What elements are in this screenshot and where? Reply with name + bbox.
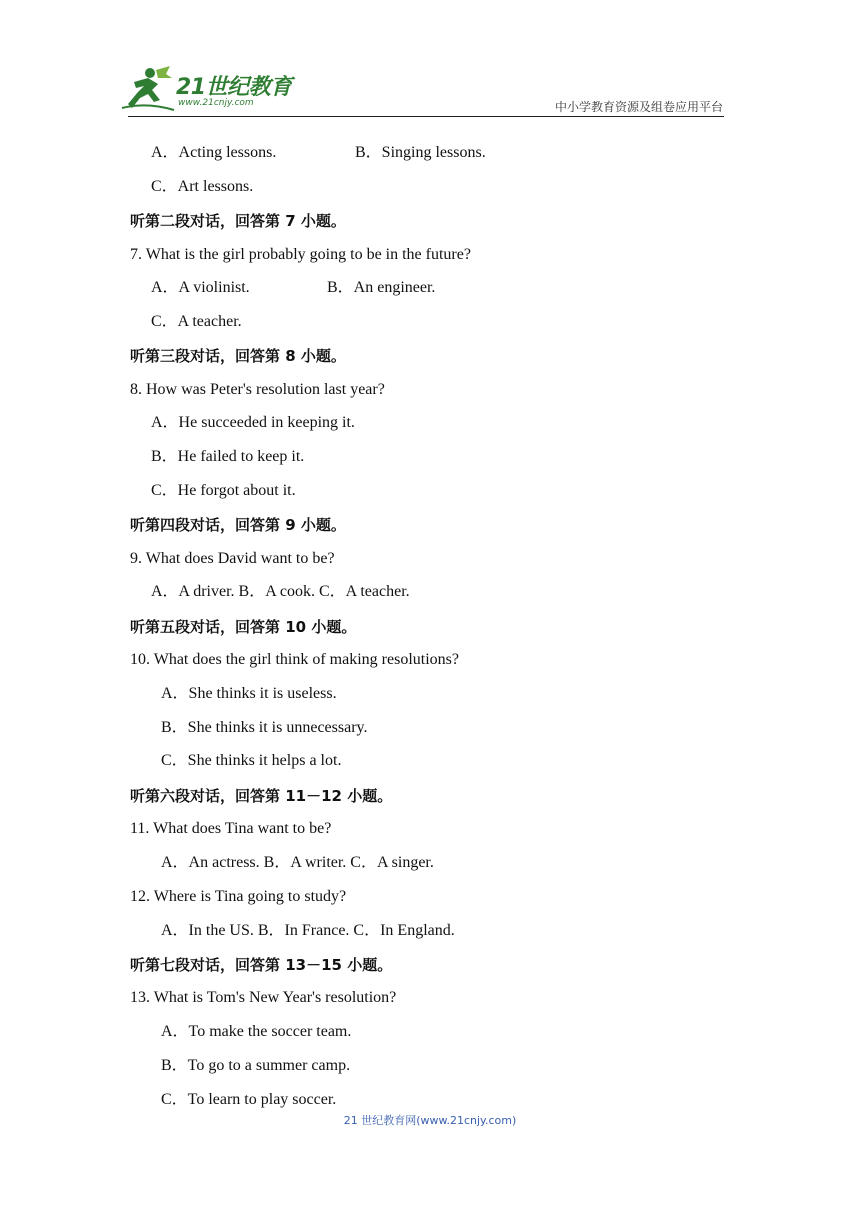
option-b: B．Singing lessons. bbox=[355, 144, 486, 161]
section-heading: 听第二段对话，回答第 7 小题。 bbox=[130, 212, 346, 230]
platform-name: 中小学教育资源及组卷应用平台 bbox=[554, 100, 723, 114]
question-11: 11. What does Tina want to be? bbox=[130, 820, 332, 837]
options-row: A．An actress. B．A writer. C．A singer. bbox=[161, 854, 434, 871]
option-a: A．She thinks it is useless. bbox=[161, 685, 337, 702]
section-heading: 听第五段对话，回答第 10 小题。 bbox=[130, 618, 357, 636]
page-footer: 21 世纪教育网(www.21cnjy.com) bbox=[343, 1114, 517, 1127]
logo-url: www.21cnjy.com bbox=[178, 98, 254, 108]
section-heading: 听第三段对话，回答第 8 小题。 bbox=[130, 347, 346, 365]
option-b: B．An engineer. bbox=[327, 279, 436, 296]
option-c: C．She thinks it helps a lot. bbox=[161, 752, 342, 769]
option-c: C．Art lessons. bbox=[151, 178, 254, 195]
question-10: 10. What does the girl think of making resolutions? bbox=[130, 651, 459, 668]
question-8: 8. How was Peter's resolution last year? bbox=[130, 381, 385, 398]
question-9: 9. What does David want to be? bbox=[130, 550, 335, 567]
site-logo bbox=[120, 64, 300, 116]
question-12: 12. Where is Tina going to study? bbox=[130, 888, 347, 905]
option-a: A．He succeeded in keeping it. bbox=[151, 414, 355, 431]
question-7: 7. What is the girl probably going to be in the future? bbox=[130, 246, 471, 263]
logo-text: 21世纪教育 bbox=[176, 75, 292, 100]
runner-logo-icon bbox=[120, 64, 176, 114]
section-heading: 听第七段对话，回答第 13－15 小题。 bbox=[130, 956, 393, 974]
option-a: A．A violinist. bbox=[151, 279, 250, 296]
page-header bbox=[0, 0, 860, 130]
option-b: B．He failed to keep it. bbox=[151, 448, 305, 465]
option-b: B．To go to a summer camp. bbox=[161, 1057, 351, 1074]
option-c: C．A teacher. bbox=[151, 313, 242, 330]
option-b: B．She thinks it is unnecessary. bbox=[161, 719, 368, 736]
options-row: A．A driver. B．A cook. C．A teacher. bbox=[151, 583, 410, 600]
section-heading: 听第四段对话，回答第 9 小题。 bbox=[130, 516, 346, 534]
option-c: C．He forgot about it. bbox=[151, 482, 296, 499]
question-13: 13. What is Tom's New Year's resolution? bbox=[130, 989, 397, 1006]
section-heading: 听第六段对话，回答第 11－12 小题。 bbox=[130, 787, 393, 805]
header-divider bbox=[128, 116, 724, 117]
option-a: A．To make the soccer team. bbox=[161, 1023, 352, 1040]
options-row: A．In the US. B．In France. C．In England. bbox=[161, 922, 455, 939]
option-c: C．To learn to play soccer. bbox=[161, 1091, 337, 1108]
option-a: A．Acting lessons. bbox=[151, 144, 277, 161]
